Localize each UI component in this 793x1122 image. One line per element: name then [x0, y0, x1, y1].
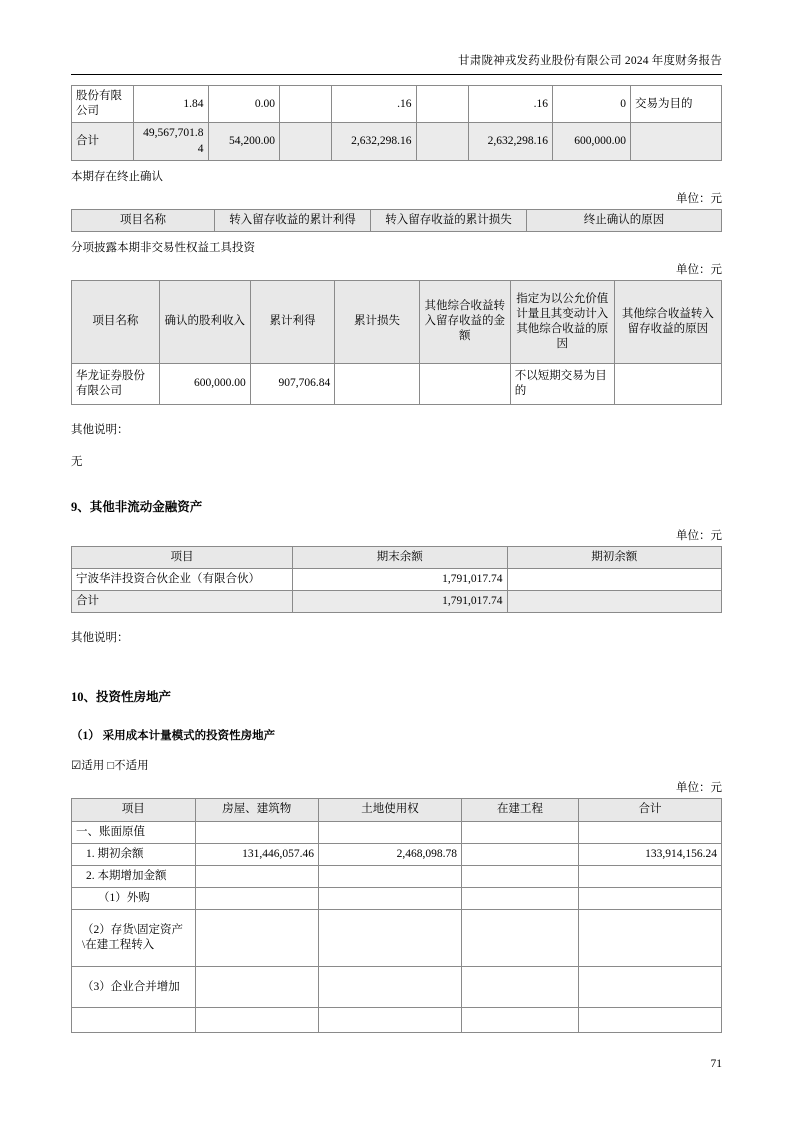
cell-value: 1.84	[133, 86, 208, 123]
column-header: 项目	[72, 799, 196, 821]
cell-value	[462, 967, 579, 1008]
cell-value	[614, 363, 721, 404]
cell-value: 600,000.00	[553, 123, 631, 160]
cell-value: 1,791,017.74	[293, 569, 508, 591]
cell-value: 54,200.00	[208, 123, 280, 160]
table-header-row	[72, 799, 722, 821]
cell-value	[416, 86, 468, 123]
cell-value	[462, 865, 579, 887]
cell-value: 0.00	[208, 86, 280, 123]
column-header: 合计	[579, 799, 722, 821]
applicable-checkbox[interactable]: ☑适用 □不适用	[71, 760, 149, 773]
column-header: 转入留存收益的累计利得	[215, 209, 371, 231]
column-header: 累计损失	[335, 280, 420, 363]
other-note-label: 其他说明：	[71, 423, 129, 436]
column-header: 转入留存收益的累计损失	[371, 209, 527, 231]
cell-value	[579, 888, 722, 910]
equity-instruments-table	[71, 280, 722, 405]
cell-value	[319, 910, 462, 967]
table-header-row	[72, 280, 722, 363]
table-row	[72, 865, 722, 887]
unit-label: 单位：元	[676, 263, 722, 276]
row-label: 华龙证券股份有限公司	[72, 363, 160, 404]
column-header: 累计利得	[250, 280, 335, 363]
column-header: 期初余额	[507, 546, 722, 568]
other-noncurrent-financial-assets-table	[71, 546, 722, 614]
row-label: 宁波华沣投资合伙企业（有限合伙）	[72, 569, 293, 591]
subsection-title-10-1: （1） 采用成本计量模式的投资性房地产	[71, 730, 276, 743]
cell-value	[507, 591, 722, 613]
table-row	[72, 591, 722, 613]
row-label: 合计	[72, 123, 134, 160]
table-row	[72, 1008, 722, 1033]
applicable-checkbox-group[interactable]	[71, 757, 722, 773]
table-row	[72, 967, 722, 1008]
cell-value	[579, 1008, 722, 1033]
column-header: 确认的股利收入	[159, 280, 250, 363]
cell-value	[195, 888, 319, 910]
cell-value: 0	[553, 86, 631, 123]
cell-value	[416, 123, 468, 160]
cell-value	[631, 123, 722, 160]
row-label	[72, 1008, 196, 1033]
cell-value: 交易为目的	[631, 86, 722, 123]
other-note-label-9: 其他说明：	[71, 632, 129, 645]
page-body	[71, 75, 722, 1033]
table-row	[72, 910, 722, 967]
cell-value	[462, 821, 579, 843]
cell-value: 907,706.84	[250, 363, 335, 404]
cell-value: .16	[332, 86, 417, 123]
cell-value: 600,000.00	[159, 363, 250, 404]
cell-value	[507, 569, 722, 591]
unit-label: 单位：元	[676, 529, 722, 542]
cell-value	[419, 363, 510, 404]
derecognition-caption: 本期存在终止确认	[71, 170, 163, 183]
cell-value	[195, 865, 319, 887]
cell-value: 2,632,298.16	[468, 123, 553, 160]
column-header: 土地使用权	[319, 799, 462, 821]
unit-label: 单位：元	[676, 782, 722, 795]
cell-value	[195, 967, 319, 1008]
cell-value: .16	[468, 86, 553, 123]
section-title-9: 9、其他非流动金融资产	[71, 499, 203, 514]
other-note-value: 无	[71, 455, 83, 468]
continued-table	[71, 85, 722, 161]
row-label: 合计	[72, 591, 293, 613]
column-header: 其他综合收益转入留存收益的金额	[419, 280, 510, 363]
cell-value	[195, 821, 319, 843]
cell-value	[280, 86, 332, 123]
cell-value	[319, 821, 462, 843]
column-header: 项目	[72, 546, 293, 568]
column-header: 项目名称	[72, 209, 215, 231]
header-title: 甘肃陇神戎发药业股份有限公司 2024 年度财务报告	[458, 55, 722, 67]
cell-value: 131,446,057.46	[195, 843, 319, 865]
column-header: 其他综合收益转入留存收益的原因	[614, 280, 721, 363]
cell-value: 1,791,017.74	[293, 591, 508, 613]
row-label: （1）外购	[72, 888, 196, 910]
column-header: 终止确认的原因	[527, 209, 722, 231]
table-header-row	[72, 546, 722, 568]
table-header-row	[72, 209, 722, 231]
cell-value	[462, 910, 579, 967]
row-label: 一、账面原值	[72, 821, 196, 843]
table-row	[72, 123, 722, 160]
cell-value	[335, 363, 420, 404]
cell-value	[319, 967, 462, 1008]
column-header: 房屋、建筑物	[195, 799, 319, 821]
cell-value	[319, 865, 462, 887]
column-header: 项目名称	[72, 280, 160, 363]
table-row	[72, 569, 722, 591]
row-label: （3）企业合并增加	[72, 967, 196, 1008]
unit-label: 单位：元	[676, 192, 722, 205]
cell-value: 2,468,098.78	[319, 843, 462, 865]
table-row	[72, 888, 722, 910]
cell-value	[579, 967, 722, 1008]
cell-value	[462, 843, 579, 865]
cell-value: 49,567,701.84	[133, 123, 208, 160]
table-row	[72, 843, 722, 865]
cell-value	[195, 910, 319, 967]
row-label: 1. 期初余额	[72, 843, 196, 865]
page-number: 71	[710, 1058, 722, 1070]
row-label: 2. 本期增加金额	[72, 865, 196, 887]
cell-value	[319, 1008, 462, 1033]
table-row	[72, 363, 722, 404]
cell-value	[280, 123, 332, 160]
cell-value	[579, 910, 722, 967]
table-row	[72, 86, 722, 123]
equity-instruments-caption: 分项披露本期非交易性权益工具投资	[71, 241, 255, 254]
cell-value	[579, 821, 722, 843]
row-label: 股份有限公司	[72, 86, 134, 123]
page-header	[71, 0, 722, 68]
section-title-10: 10、投资性房地产	[71, 690, 172, 705]
column-header: 期末余额	[293, 546, 508, 568]
row-label: （2）存货\固定资产\在建工程转入	[72, 910, 196, 967]
table-row	[72, 821, 722, 843]
cell-value: 不以短期交易为目的	[510, 363, 614, 404]
cell-value	[462, 888, 579, 910]
cell-value	[319, 888, 462, 910]
cell-value	[579, 865, 722, 887]
cell-value: 2,632,298.16	[332, 123, 417, 160]
derecognition-table	[71, 209, 722, 232]
cell-value: 133,914,156.24	[579, 843, 722, 865]
column-header: 在建工程	[462, 799, 579, 821]
investment-property-table	[71, 798, 722, 1033]
cell-value	[195, 1008, 319, 1033]
column-header: 指定为以公允价值计量且其变动计入其他综合收益的原因	[510, 280, 614, 363]
cell-value	[462, 1008, 579, 1033]
